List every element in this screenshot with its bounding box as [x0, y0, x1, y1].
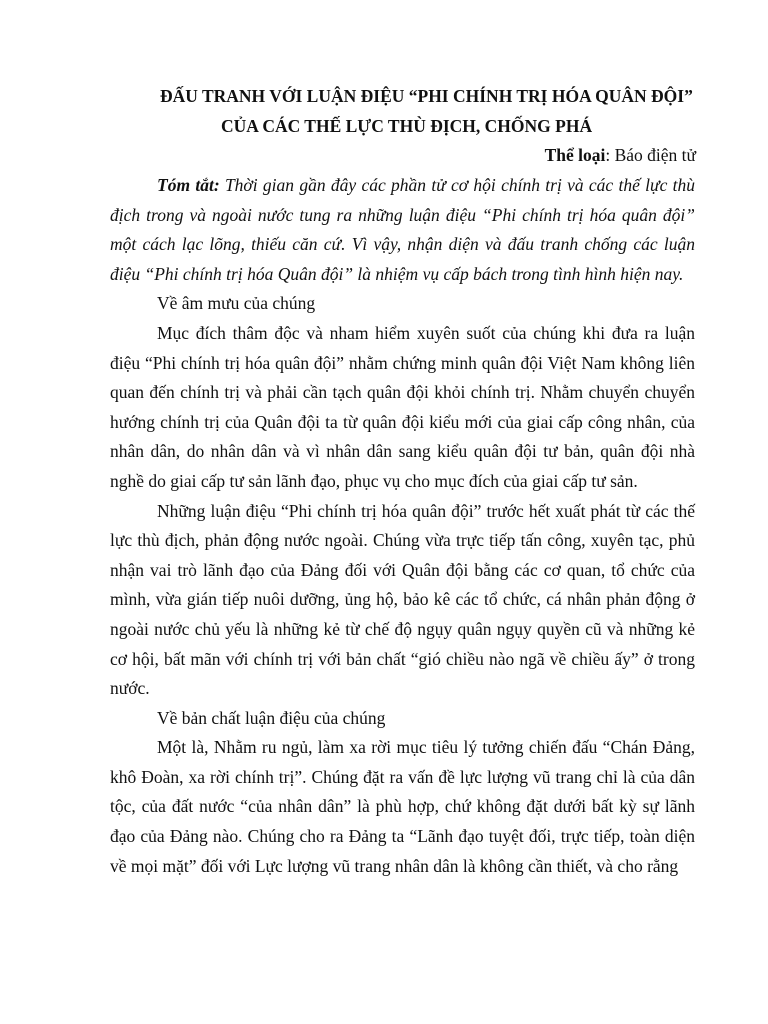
genre-value: : Báo điện tử [605, 145, 696, 165]
body-paragraph-1: Mục đích thâm độc và nham hiểm xuyên suốt của chúng khi đưa ra luận điệu “Phi chính trị hóa quân đội” nhằm chứng minh quân đội Việt Nam không liên quan đến chính trị và phải cần tạch quân đội khỏi chính trị. Nhằm chuyển chuyển hướng chính trị của Quân đội ta từ quân đội kiểu mới của giai cấp công nhân, của nhân dân, do nhân dân và vì nhân dân sang kiểu quân đội tư bản, quân đội nhà nghề do giai cấp tư sản lãnh đạo, phục vụ cho mục đích của giai cấp tư sản. [110, 322, 695, 491]
section-heading-nature: Về bản chất luận điệu của chúng [157, 707, 386, 728]
genre-label: Thể loại [544, 145, 606, 165]
document-body [110, 171, 695, 881]
summary-paragraph [110, 171, 695, 289]
section-heading-conspiracy: Về âm mưu của chúng [157, 293, 316, 314]
document-title-line-2: CỦA CÁC THẾ LỰC THÙ ĐỊCH, CHỐNG PHÁ [221, 116, 593, 136]
document-genre [545, 145, 696, 165]
body-paragraph-3: Một là, Nhằm ru ngủ, làm xa rời mục tiêu lý tưởng chiến đấu “Chán Đảng, khô Đoàn, xa rời chính trị”. Chúng đặt ra vấn đề lực lượng vũ trang chỉ là của dân tộc, của đất nước “của nhân dân” là phù hợp, chứ không đặt dưới bất kỳ sự lãnh đạo của Đảng nào. Chúng cho ra Đảng ta “Lãnh đạo tuyệt đối, trực tiếp, toàn diện về mọi mặt” đối với Lực lượng vũ trang nhân dân là không cần thiết, và cho rằng [110, 737, 695, 876]
summary-text: Thời gian gần đây các phần tử cơ hội chính trị và các thế lực thù địch trong và ngoài nước tung ra những luận điệu “Phi chính trị hóa quân đội” một cách lạc lõng, thiếu căn cứ. Vì vậy, nhận diện và đấu tranh chống các luận điệu “Phi chính trị hóa Quân đội” là nhiệm vụ cấp bách trong tình hình hiện nay. [110, 175, 695, 284]
summary-label: Tóm tắt: [157, 175, 220, 195]
document-title-line-1: ĐẤU TRANH VỚI LUẬN ĐIỆU “PHI CHÍNH TRỊ HÓA QUÂN ĐỘI” [160, 86, 693, 106]
body-paragraph-2: Những luận điệu “Phi chính trị hóa quân đội” trước hết xuất phát từ các thế lực thù địch, phản động nước ngoài. Chúng vừa trực tiếp tấn công, xuyên tạc, phủ nhận vai trò lãnh đạo của Đảng đối với Quân đội bằng các cơ quan, tổ chức của mình, vừa gián tiếp nuôi dưỡng, ủng hộ, bảo kê các tổ chức, cá nhân phản động ở ngoài nước chủ yếu là những kẻ từ chế độ ngụy quân ngụy quyền cũ và những kẻ cơ hội, bất mãn với chính trị với bản chất “gió chiều nào ngã về chiều ấy” ở trong nước. [110, 500, 695, 699]
